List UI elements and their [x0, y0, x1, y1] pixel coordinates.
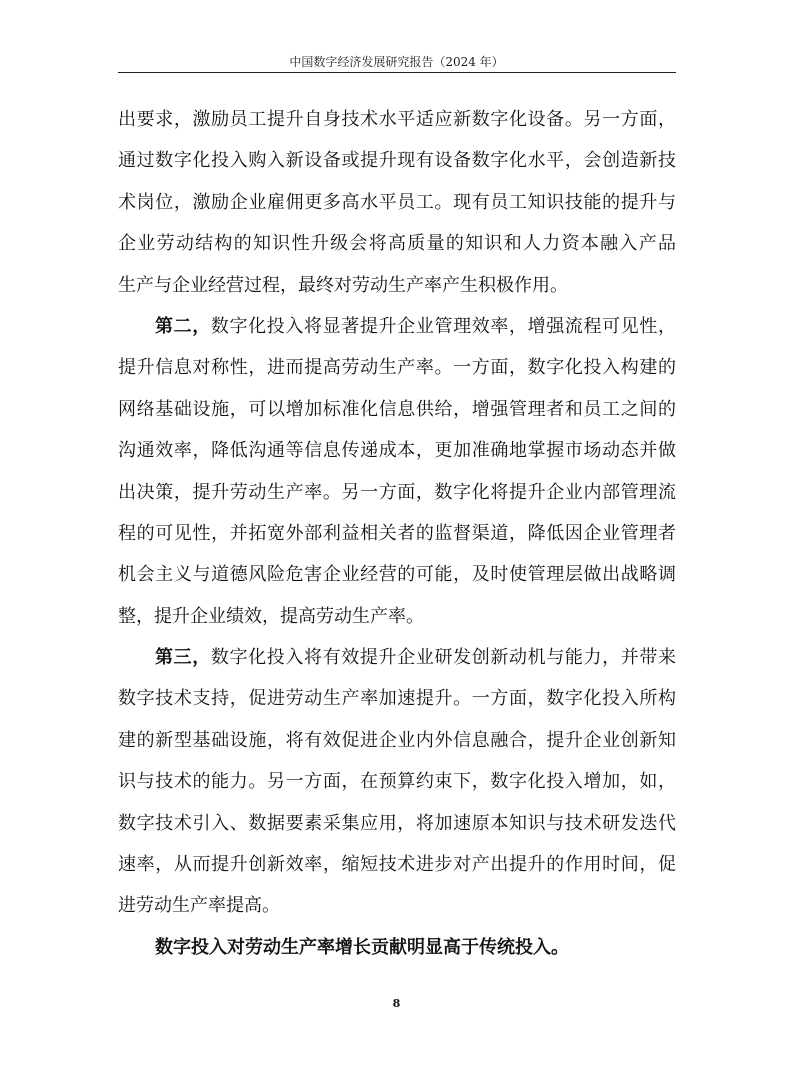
paragraph-line: 识与技术的能力。另一方面，在预算约束下，数字化投入增加，如， [118, 771, 676, 793]
paragraph-line: 建的新型基础设施，将有效促进企业内外信息融合，提升企业创新知 [118, 729, 676, 751]
paragraph-line: 出要求，激励员工提升自身技术水平适应新数字化设备。另一方面， [118, 109, 676, 130]
paragraph-line-text: 数字化投入将显著提升企业管理效率，增强流程可见性， [210, 315, 676, 337]
paragraph-first-line [118, 306, 676, 347]
page-number: 8 [392, 997, 401, 1010]
body-paragraph [118, 99, 676, 306]
paragraph-lead: 第三， [155, 647, 211, 669]
paragraph-line: 进劳动生产率提高。 [118, 895, 280, 917]
paragraph-line: 网络基础设施，可以增加标准化信息供给，增强管理者和员工之间的 [118, 398, 676, 420]
paragraph-lead: 第二， [155, 315, 211, 337]
paragraph-line: 提升信息对称性，进而提高劳动生产率。一方面，数字化投入构建的 [118, 357, 676, 379]
paragraph-first-line [118, 637, 676, 678]
paragraph-line: 程的可见性，并拓宽外部利益相关者的监督渠道，降低因企业管理者 [118, 522, 676, 544]
paragraph-line: 整，提升企业绩效，提高劳动生产率。 [118, 605, 424, 627]
paragraph-line: 机会主义与道德风险危害企业经营的可能，及时使管理层做出战略调 [118, 564, 676, 586]
paragraph-line: 速率，从而提升创新效率，缩短技术进步对产出提升的作用时间，促 [118, 854, 676, 876]
header-rule [118, 72, 676, 73]
section-heading: 数字投入对劳动生产率增长贡献明显高于传统投入。 [155, 936, 569, 958]
body-text [118, 99, 676, 968]
paragraph-line: 通过数字化投入购入新设备或提升现有设备数字化水平，会创造新技 [118, 150, 676, 172]
paragraph-line: 数字技术引入、数据要素采集应用，将加速原本知识与技术研发迭代 [118, 812, 676, 834]
body-paragraph [118, 306, 676, 637]
paragraph-line: 沟通效率，降低沟通等信息传递成本，更加准确地掌握市场动态并做 [118, 440, 676, 462]
paragraph-line: 生产与企业经营过程，最终对劳动生产率产生积极作用。 [118, 274, 568, 296]
paragraph-line: 术岗位，激励企业雇佣更多高水平员工。现有员工知识技能的提升与 [118, 191, 676, 213]
paragraph-line: 企业劳动结构的知识性升级会将高质量的知识和人力资本融入产品 [118, 233, 676, 255]
body-paragraph [118, 637, 676, 927]
paragraph-line: 数字技术支持，促进劳动生产率加速提升。一方面，数字化投入所构 [118, 688, 676, 710]
paragraph-line: 出决策，提升劳动生产率。另一方面，数字化将提升企业内部管理流 [118, 481, 676, 503]
paragraph-line-text: 数字化投入将有效提升企业研发创新动机与能力，并带来 [210, 647, 676, 669]
running-header: 中国数字经济发展研究报告（2024 年） [289, 55, 504, 69]
